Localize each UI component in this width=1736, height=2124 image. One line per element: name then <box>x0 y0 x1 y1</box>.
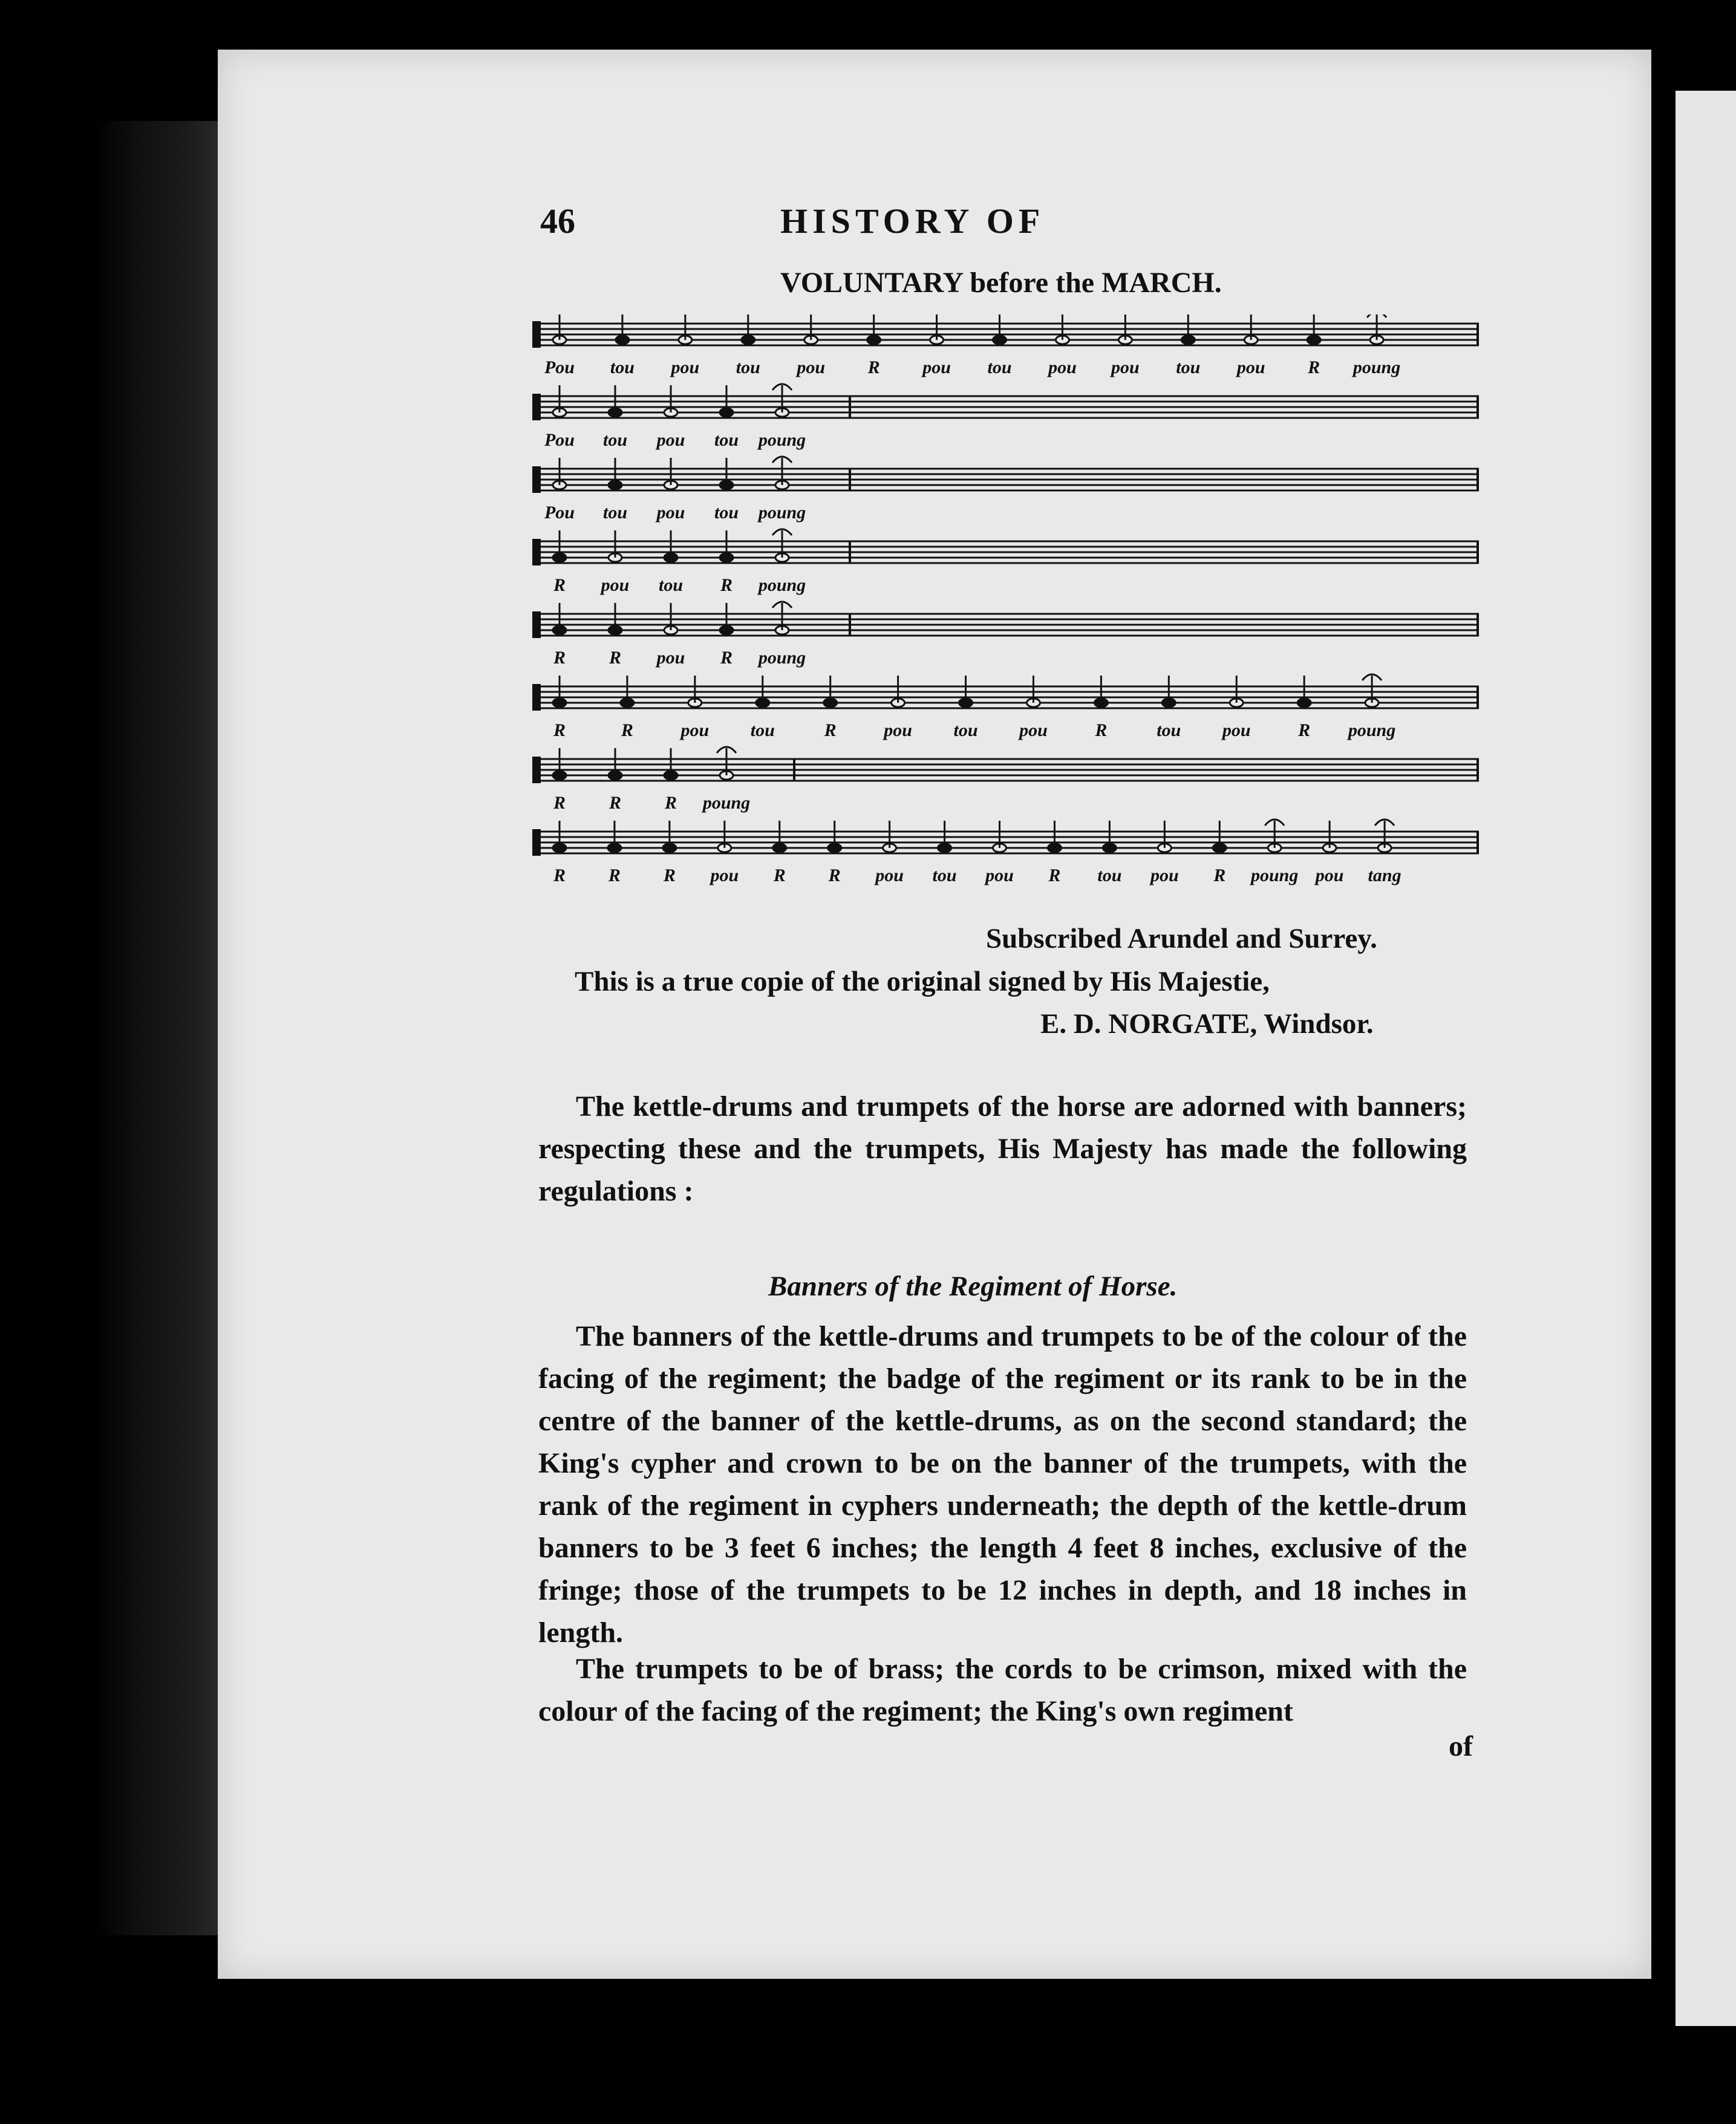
syllable-label: pou <box>656 430 685 450</box>
clef-mark <box>532 466 541 493</box>
page-number: 46 <box>540 201 575 241</box>
syllable-label: R <box>1308 357 1320 377</box>
syllable-label: tou <box>714 430 739 450</box>
syllable-label: tou <box>932 865 957 885</box>
syllable-label: tou <box>987 357 1012 377</box>
syllable-label: pou <box>680 720 710 740</box>
syllable-label: R <box>1298 720 1311 740</box>
syllable-label: tou <box>736 357 760 377</box>
syllable-label: R <box>553 865 566 885</box>
syllable-label: R <box>553 575 566 595</box>
syllable-label: tou <box>610 357 635 377</box>
syllable-label: R <box>773 865 786 885</box>
syllable-label: pou <box>671 357 700 377</box>
syllable-label: R <box>828 865 841 885</box>
syllable-label: pou <box>1019 720 1048 740</box>
syllable-label: pou <box>985 865 1014 885</box>
clef-mark <box>532 611 541 638</box>
syllable-label: R <box>1213 865 1226 885</box>
syllable-label: R <box>867 357 880 377</box>
syllable-label: R <box>1095 720 1108 740</box>
syllable-label: pou <box>656 648 685 668</box>
syllable-label: pou <box>1315 865 1344 885</box>
paragraph-text: The trumpets to be of brass; the cords to be crimson, mixed with the colour of the facing of the regiment; the King's own regiment <box>538 1653 1467 1727</box>
syllable-label: Pou <box>544 430 575 450</box>
syllable-label: tou <box>1097 865 1122 885</box>
catchword: of <box>1449 1730 1473 1762</box>
norgate-signature: E. D. NORGATE, Windsor. <box>1040 1008 1374 1040</box>
syllable-label: R <box>553 793 566 813</box>
syllable-label: poung <box>1348 720 1396 740</box>
syllable-label: poung <box>702 793 751 813</box>
syllable-label: pou <box>875 865 904 885</box>
paragraph-kettle-drums <box>538 1086 1467 1213</box>
clef-mark <box>532 321 541 348</box>
syllable-label: R <box>608 865 621 885</box>
syllable-label: pou <box>1236 357 1265 377</box>
syllable-label: R <box>553 720 566 740</box>
syllable-label: tou <box>1157 720 1181 740</box>
syllable-label: R <box>621 720 633 740</box>
clef-mark <box>532 829 541 856</box>
paragraph-banners <box>538 1315 1467 1654</box>
syllable-label: pou <box>1222 720 1251 740</box>
syllable-label: poung <box>1353 357 1401 377</box>
syllable-label: pou <box>1150 865 1179 885</box>
syllable-label: pou <box>1111 357 1140 377</box>
syllable-label: R <box>663 865 676 885</box>
syllable-label: pou <box>922 357 951 377</box>
syllable-label: poung <box>758 648 806 668</box>
syllable-label: poung <box>758 503 806 523</box>
syllable-label: poung <box>1251 865 1299 885</box>
syllable-label: R <box>609 648 622 668</box>
syllable-label: R <box>720 575 733 595</box>
music-title: VOLUNTARY before the MARCH. <box>780 267 1222 299</box>
syllable-label: pou <box>1048 357 1077 377</box>
syllable-label: R <box>720 648 733 668</box>
syllable-label: poung <box>758 430 806 450</box>
running-head: HISTORY OF <box>780 201 1045 241</box>
syllable-label: R <box>553 648 566 668</box>
syllable-label: tou <box>750 720 775 740</box>
syllable-label: tou <box>658 575 684 595</box>
subscribed-line: Subscribed Arundel and Surrey. <box>986 923 1377 954</box>
book-binding <box>91 121 224 1935</box>
syllable-label: pou <box>710 865 739 885</box>
facing-page-edge <box>1676 91 1736 2026</box>
syllable-label: pou <box>656 503 685 523</box>
syllable-label: pou <box>601 575 630 595</box>
syllable-label: R <box>1048 865 1061 885</box>
syllable-label: tou <box>602 503 628 523</box>
syllable-label: R <box>664 793 677 813</box>
paragraph-trumpets <box>538 1648 1467 1733</box>
syllable-label: R <box>609 793 622 813</box>
syllable-label: tou <box>953 720 978 740</box>
paragraph-text: The kettle-drums and trumpets of the horse are adorned with banners; respecting these and the trumpets, His Majesty has made the following regulations : <box>538 1090 1467 1207</box>
syllable-label: Pou <box>544 503 575 523</box>
syllable-label: pou <box>884 720 912 740</box>
syllable-label: tang <box>1368 865 1402 885</box>
clef-mark <box>532 394 541 420</box>
music-notation <box>532 314 1488 919</box>
syllable-label: pou <box>797 357 826 377</box>
syllable-label: R <box>824 720 837 740</box>
true-copy-line: This is a true copie of the original signed by His Majestie, <box>575 966 1270 997</box>
syllable-label: tou <box>1176 357 1201 377</box>
paragraph-text: The banners of the kettle-drums and trumpets to be of the colour of the facing of the regiment; the badge of the regiment or its rank to be in the centre of the banner of the kettle-drums, as on the second standard; the King's cypher and crown to be on the banner of the trumpets, with the rank of the regiment in cyphers underneath; the depth of the kettle-drum banners to be 3 feet 6 inches; the length 4 feet 8 inches, exclusive of the fringe; those of the trumpets to be 12 inches in depth, and 18 inches in length. <box>538 1320 1467 1649</box>
syllable-label: tou <box>714 503 739 523</box>
syllable-label: tou <box>602 430 628 450</box>
section-subheading: Banners of the Regiment of Horse. <box>768 1271 1178 1302</box>
syllable-label: poung <box>758 575 806 595</box>
syllable-label: Pou <box>544 357 575 377</box>
clef-mark <box>532 539 541 565</box>
clef-mark <box>532 757 541 783</box>
clef-mark <box>532 684 541 711</box>
